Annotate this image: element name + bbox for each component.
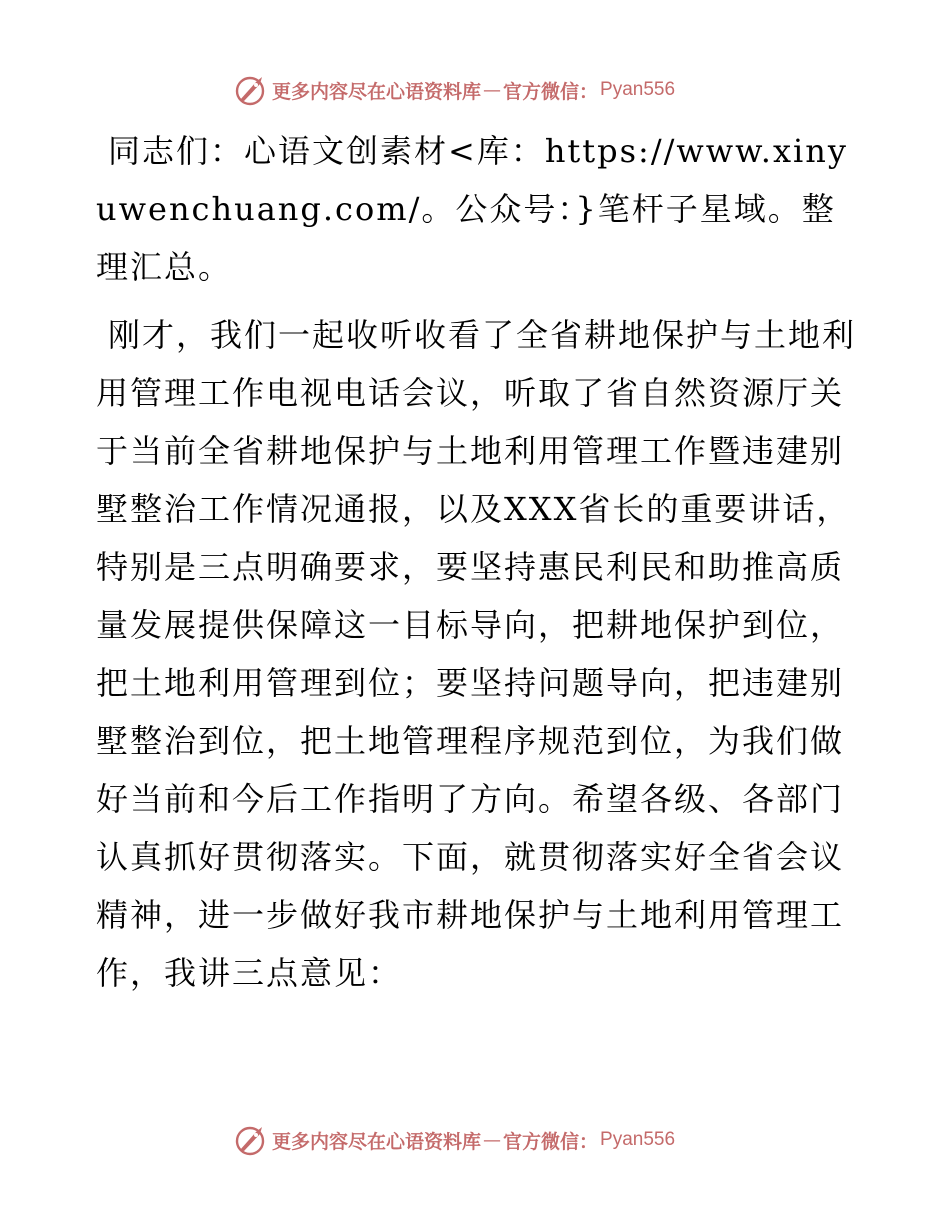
header-wechat-label: 官方微信： bbox=[503, 80, 599, 103]
header-slogan: 更多内容尽在心语资料库 bbox=[272, 80, 482, 103]
pen-nib-logo-icon bbox=[234, 73, 268, 107]
footer-banner bbox=[234, 1122, 675, 1158]
header-banner bbox=[234, 72, 675, 108]
pen-nib-logo-icon bbox=[234, 1123, 268, 1157]
footer-wechat-label: 官方微信： bbox=[503, 1130, 599, 1153]
header-separator: — bbox=[483, 79, 502, 101]
footer-slogan: 更多内容尽在心语资料库 bbox=[272, 1130, 482, 1153]
footer-separator: — bbox=[483, 1129, 502, 1151]
header-wechat-id: Pyan556 bbox=[600, 79, 676, 100]
footer-wechat-id: Pyan556 bbox=[600, 1129, 676, 1150]
document-body bbox=[96, 122, 856, 1002]
paragraph-greeting: 同志们：心语文创素材<库：https://www.xinyuwenchuang.com/。公众号：}笔杆子星域。整理汇总。 bbox=[96, 132, 848, 286]
paragraph-main: 刚才，我们一起收听收看了全省耕地保护与土地利用管理工作电视电话会议，听取了省自然资源厅关于当前全省耕地保护与土地利用管理工作暨违建别墅整治工作情况通报，以及XXX省长的重要讲话，特别是三点明确要求，要坚持惠民利民和助推高质量发展提供保障这一目标导向，把耕地保护到位，把土地利用管理到位；要坚持问题导向，把违建别墅整治到位，把土地管理程序规范到位，为我们做好当前和今后工作指明了方向。希望各级、各部门认真抓好贯彻落实。下面，就贯彻落实好全省会议精神，进一步做好我市耕地保护与土地利用管理工作，我讲三点意见： bbox=[96, 316, 857, 992]
